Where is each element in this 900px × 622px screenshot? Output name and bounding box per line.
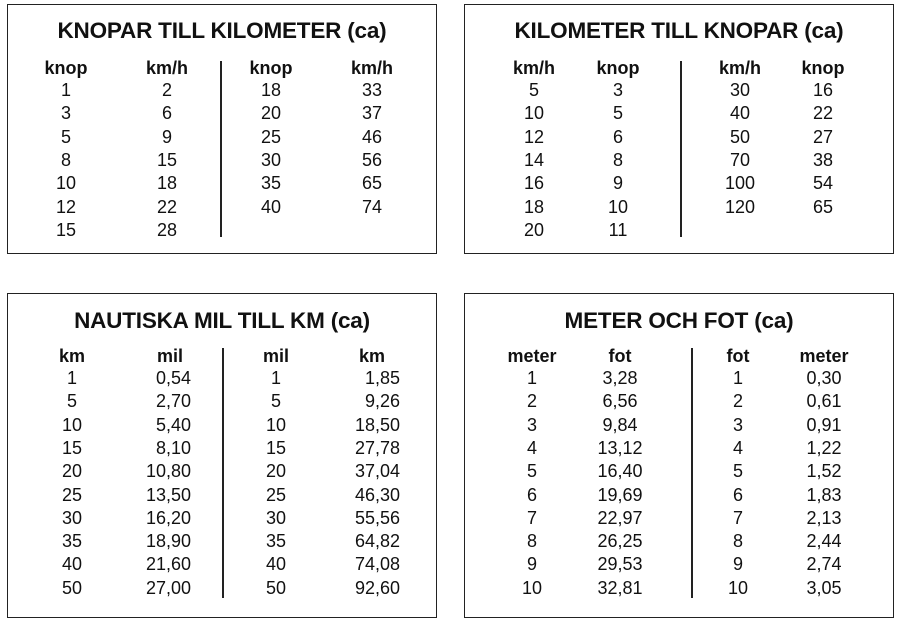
table-cell: 25 <box>265 484 287 505</box>
table-cell: 32,81 <box>597 577 643 598</box>
table-cell: 26,25 <box>597 531 643 552</box>
table-cell: 8 <box>526 531 538 552</box>
table-cell: 7 <box>732 507 744 528</box>
table-title: METER OCH FOT (ca) <box>564 308 794 333</box>
column-header: mil <box>262 346 290 366</box>
table-cell: 2 <box>526 391 538 412</box>
table-cell: 30 <box>260 149 282 170</box>
table-cell: 50 <box>61 577 83 598</box>
column-header: km/h <box>145 58 189 78</box>
table-cell: 74,08 <box>354 554 400 575</box>
table-cell: 2,44 <box>806 531 842 552</box>
table-cell: 10 <box>523 103 545 124</box>
table-title: NAUTISKA MIL TILL KM (ca) <box>74 308 370 333</box>
table-cell: 25 <box>260 126 282 147</box>
table-cell: 18,50 <box>354 414 400 435</box>
table-cell: 1 <box>732 368 744 388</box>
table-cell: 7 <box>526 507 538 528</box>
table-cell: 50 <box>265 577 287 598</box>
table-cell: 8 <box>612 149 624 170</box>
table-cell: 6 <box>732 484 744 505</box>
table-cell: 6,56 <box>602 391 638 412</box>
table-cell: 3 <box>612 80 624 100</box>
table-cell: 9,84 <box>602 414 638 435</box>
table-cell: 54 <box>812 173 834 194</box>
table-cell: 37 <box>361 103 383 124</box>
table-cell: 1 <box>66 368 78 388</box>
table-cell: 22 <box>812 103 834 124</box>
table-cell: 16 <box>812 80 834 100</box>
table-cell: 11 <box>608 219 628 240</box>
table-cell: 20 <box>61 461 83 482</box>
table-cell: 30 <box>265 507 287 528</box>
table-cell: 6 <box>612 126 624 147</box>
table-cell: 70 <box>729 149 751 170</box>
table-cell: 1 <box>60 80 72 100</box>
table-cell: 40 <box>61 554 83 575</box>
table-cell: 100 <box>724 173 756 194</box>
table-cell: 74 <box>361 196 383 217</box>
table-cell: 27 <box>812 126 834 147</box>
table-cell: 0,61 <box>806 391 842 412</box>
table-cell: 18,90 <box>145 531 191 552</box>
table-cell: 4 <box>526 437 538 458</box>
table-cell: 3 <box>732 414 744 435</box>
column-header: knop <box>596 58 640 78</box>
table-cell: 5 <box>270 391 282 412</box>
table-cell: 28 <box>156 219 178 240</box>
table-cell: 33 <box>361 80 383 100</box>
table-cell: 30 <box>61 507 83 528</box>
table-cell: 46,30 <box>354 484 400 505</box>
column-header: km <box>58 346 86 366</box>
table-cell: 5 <box>732 461 744 482</box>
table-cell: 4 <box>732 437 744 458</box>
column-header: knop <box>801 58 845 78</box>
table-cell: 16,40 <box>597 461 643 482</box>
table-cell: 15 <box>55 219 77 240</box>
column-header: meter <box>507 346 557 366</box>
table-cell: 25 <box>61 484 83 505</box>
table-cell: 15 <box>156 149 178 170</box>
table-title: KNOPAR TILL KILOMETER (ca) <box>57 18 387 43</box>
column-header: km/h <box>350 58 394 78</box>
table-meter-och-fot <box>464 293 894 618</box>
table-cell: 0,54 <box>155 368 191 388</box>
table-cell: 18 <box>260 80 282 100</box>
table-cell: 12 <box>523 126 545 147</box>
table-cell: 38 <box>812 149 834 170</box>
table-cell: 3 <box>526 414 538 435</box>
column-header: fot <box>726 346 750 366</box>
table-cell: 50 <box>729 126 751 147</box>
table-cell: 13,50 <box>145 484 191 505</box>
column-divider <box>691 348 693 598</box>
table-cell: 5,40 <box>155 414 191 435</box>
table-cell: 15 <box>61 437 83 458</box>
column-header: knop <box>44 58 88 78</box>
table-cell: 8 <box>60 149 72 170</box>
table-cell: 9,26 <box>364 391 400 412</box>
table-cell: 10 <box>265 414 287 435</box>
table-cell: 1 <box>526 368 538 388</box>
table-cell: 1,52 <box>806 461 842 482</box>
table-cell: 35 <box>265 531 287 552</box>
table-cell: 8 <box>732 531 744 552</box>
table-cell: 2 <box>161 80 173 100</box>
table-cell: 27,78 <box>354 437 400 458</box>
table-cell: 2,70 <box>155 391 191 412</box>
table-cell: 2,13 <box>806 507 842 528</box>
table-cell: 0,30 <box>806 368 842 388</box>
table-cell: 10 <box>55 173 77 194</box>
table-cell: 2,74 <box>806 554 842 575</box>
table-cell: 12 <box>55 196 77 217</box>
column-header: km/h <box>718 58 762 78</box>
column-header: knop <box>249 58 293 78</box>
table-kilometer-till-knopar <box>464 4 894 254</box>
table-cell: 92,60 <box>354 577 400 598</box>
table-cell: 2 <box>732 391 744 412</box>
table-cell: 9 <box>612 173 624 194</box>
table-cell: 40 <box>265 554 287 575</box>
table-cell: 65 <box>361 173 383 194</box>
table-cell: 1,22 <box>806 437 842 458</box>
table-cell: 18 <box>523 196 545 217</box>
table-cell: 10 <box>607 196 629 217</box>
table-cell: 64,82 <box>354 531 400 552</box>
table-cell: 16,20 <box>145 507 191 528</box>
table-title: KILOMETER TILL KNOPAR (ca) <box>514 18 844 43</box>
table-cell: 9 <box>732 554 744 575</box>
table-cell: 20 <box>265 461 287 482</box>
column-divider <box>220 61 222 237</box>
column-header: km <box>358 346 386 366</box>
table-cell: 21,60 <box>145 554 191 575</box>
table-cell: 20 <box>523 219 545 240</box>
table-cell: 22 <box>156 196 178 217</box>
table-cell: 10 <box>61 414 83 435</box>
table-cell: 5 <box>526 461 538 482</box>
table-cell: 5 <box>66 391 78 412</box>
column-header: km/h <box>512 58 556 78</box>
table-cell: 6 <box>161 103 173 124</box>
table-cell: 9 <box>161 126 173 147</box>
table-cell: 10 <box>727 577 749 598</box>
table-cell: 18 <box>156 173 178 194</box>
table-cell: 1 <box>270 368 282 388</box>
table-cell: 22,97 <box>597 507 643 528</box>
table-cell: 3,05 <box>806 577 842 598</box>
table-cell: 10,80 <box>145 461 191 482</box>
table-cell: 5 <box>612 103 624 124</box>
table-nautiska-mil-till-km <box>7 293 437 618</box>
table-cell: 20 <box>260 103 282 124</box>
table-cell: 30 <box>729 80 751 100</box>
table-cell: 1,83 <box>806 484 842 505</box>
column-divider <box>222 348 224 598</box>
table-cell: 13,12 <box>597 437 643 458</box>
table-cell: 40 <box>260 196 282 217</box>
table-cell: 40 <box>729 103 751 124</box>
table-cell: 1,85 <box>364 368 400 388</box>
table-cell: 37,04 <box>354 461 400 482</box>
column-header: mil <box>156 346 184 366</box>
table-cell: 15 <box>265 437 287 458</box>
table-cell: 29,53 <box>597 554 643 575</box>
table-cell: 46 <box>361 126 383 147</box>
table-cell: 10 <box>521 577 543 598</box>
table-cell: 16 <box>523 173 545 194</box>
table-knopar-till-kilometer <box>7 4 437 254</box>
table-cell: 5 <box>528 80 540 100</box>
table-cell: 14 <box>523 149 545 170</box>
column-header: fot <box>608 346 632 366</box>
table-cell: 0,91 <box>806 414 842 435</box>
table-cell: 19,69 <box>597 484 643 505</box>
table-cell: 5 <box>60 126 72 147</box>
table-cell: 8,10 <box>155 437 191 458</box>
table-cell: 6 <box>526 484 538 505</box>
table-cell: 55,56 <box>354 507 400 528</box>
table-cell: 35 <box>61 531 83 552</box>
column-header: meter <box>799 346 849 366</box>
table-cell: 9 <box>526 554 538 575</box>
table-cell: 3 <box>60 103 72 124</box>
table-cell: 120 <box>724 196 756 217</box>
table-cell: 3,28 <box>602 368 638 388</box>
table-cell: 35 <box>260 173 282 194</box>
column-divider <box>680 61 682 237</box>
table-cell: 27,00 <box>145 577 191 598</box>
table-cell: 56 <box>361 149 383 170</box>
table-cell: 65 <box>812 196 834 217</box>
